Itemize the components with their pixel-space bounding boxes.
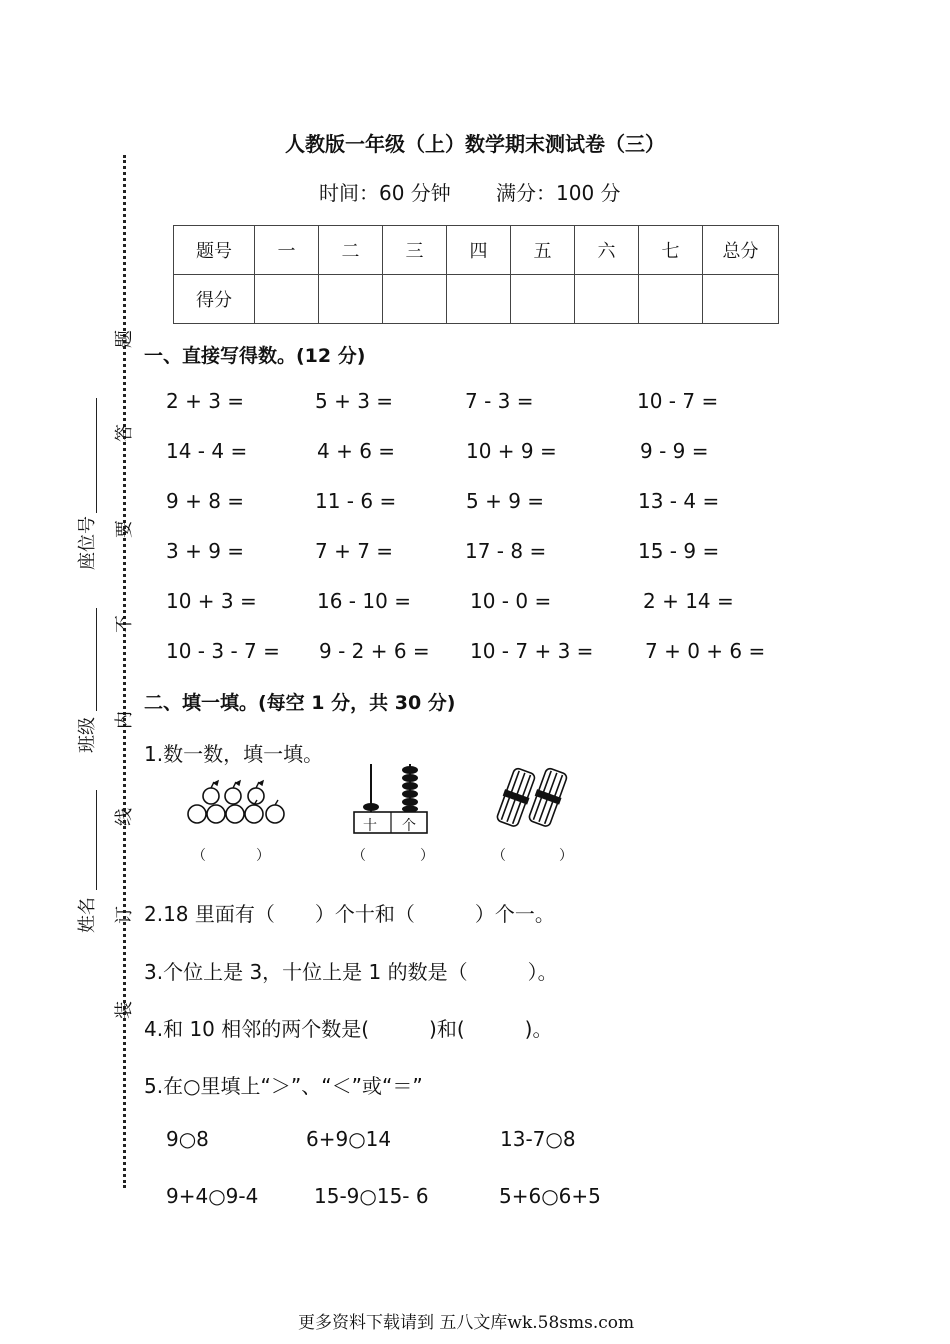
name-label: 姓名: [77, 897, 98, 933]
arithmetic-item: 5 + 3 =: [315, 389, 394, 413]
arithmetic-item: 17 - 8 =: [465, 539, 547, 563]
arithmetic-item: 11 - 6 =: [315, 489, 397, 513]
time-info: 时间：60 分钟: [319, 181, 451, 205]
binding-char: 装: [114, 1001, 135, 1019]
score-table-header-cell: 二: [319, 226, 383, 275]
arithmetic-item: 9 - 2 + 6 =: [319, 639, 430, 663]
arithmetic-item: 10 - 7 =: [637, 389, 719, 413]
score-table-header-cell: 五: [511, 226, 575, 275]
compare-item: 6+9○14: [306, 1127, 392, 1151]
question-4: 4.和 10 相邻的两个数是( )和( )。: [144, 1017, 553, 1041]
binding-char: 线: [114, 808, 135, 826]
arithmetic-item: 2 + 3 =: [166, 389, 245, 413]
stick-bundles-illustration: [495, 766, 571, 828]
answer-paren-open: （: [192, 848, 206, 864]
arithmetic-item: 13 - 4 =: [638, 489, 720, 513]
score-table-header-cell: 总分: [703, 226, 779, 275]
question-5: 5.在○里填上“＞”、“＜”或“＝”: [144, 1074, 423, 1098]
arithmetic-item: 16 - 10 =: [317, 589, 411, 613]
apples-illustration: [184, 776, 292, 828]
binding-char: 题: [114, 330, 135, 348]
score-cell[interactable]: [447, 275, 511, 324]
score-cell[interactable]: [575, 275, 639, 324]
answer-paren-open: （: [492, 848, 506, 864]
class-label: 班级: [77, 717, 98, 753]
score-cell[interactable]: [319, 275, 383, 324]
class-blank[interactable]: [96, 608, 97, 711]
arithmetic-item: 9 - 9 =: [640, 439, 709, 463]
question-1: 1.数一数，填一填。: [144, 742, 324, 766]
full-score-info: 满分：100 分: [496, 181, 621, 205]
arithmetic-item: 7 - 3 =: [465, 389, 534, 413]
arithmetic-item: 10 - 0 =: [470, 589, 552, 613]
score-table: [173, 225, 779, 324]
arithmetic-item: 7 + 0 + 6 =: [645, 639, 766, 663]
score-table-header-row: [174, 226, 779, 275]
score-cell[interactable]: [511, 275, 575, 324]
arithmetic-item: 5 + 9 =: [466, 489, 545, 513]
binding-char: 要: [114, 520, 135, 538]
compare-item: 13-7○8: [500, 1127, 576, 1151]
score-cell[interactable]: [639, 275, 703, 324]
footer-download-note[interactable]: 更多资料下载请到 五八文库wk.58sms.com: [298, 1313, 635, 1333]
binding-char: 内: [114, 711, 135, 729]
binding-char: 不: [114, 615, 135, 633]
arithmetic-item: 10 + 9 =: [466, 439, 557, 463]
score-table-score-row: [174, 275, 779, 324]
score-cell[interactable]: [383, 275, 447, 324]
name-blank[interactable]: [96, 790, 97, 890]
arithmetic-item: 4 + 6 =: [317, 439, 396, 463]
arithmetic-item: 3 + 9 =: [166, 539, 245, 563]
question-3: 3.个位上是 3，十位上是 1 的数是（ ）。: [144, 960, 558, 984]
score-cell[interactable]: [255, 275, 319, 324]
compare-item: 9○8: [166, 1127, 209, 1151]
section1-heading: 一、直接写得数。(12 分): [144, 345, 366, 367]
answer-paren-open: （: [352, 848, 366, 864]
binding-char: 订: [114, 906, 135, 924]
answer-paren-close: ）: [256, 848, 270, 864]
score-table-header-cell: 一: [255, 226, 319, 275]
page-title: 人教版一年级（上）数学期末测试卷（三）: [285, 132, 665, 156]
arithmetic-item: 14 - 4 =: [166, 439, 248, 463]
binding-char: 答: [114, 424, 135, 442]
arithmetic-item: 15 - 9 =: [638, 539, 720, 563]
score-table-header-cell: 四: [447, 226, 511, 275]
arithmetic-item: 10 - 7 + 3 =: [470, 639, 594, 663]
arithmetic-item: 7 + 7 =: [315, 539, 394, 563]
answer-paren-close: ）: [559, 848, 573, 864]
arithmetic-item: 9 + 8 =: [166, 489, 245, 513]
binding-dotted-line: [123, 155, 126, 1188]
score-table-header-cell: 题号: [174, 226, 255, 275]
arithmetic-item: 10 - 3 - 7 =: [166, 639, 280, 663]
abacus-tens-label: 十: [363, 818, 377, 834]
compare-item: 15-9○15- 6: [314, 1184, 429, 1208]
compare-item: 9+4○9-4: [166, 1184, 259, 1208]
seat-number-label: 座位号: [77, 516, 98, 570]
arithmetic-item: 2 + 14 =: [643, 589, 734, 613]
score-table-header-cell: 三: [383, 226, 447, 275]
arithmetic-item: 10 + 3 =: [166, 589, 257, 613]
seat-number-blank[interactable]: [96, 398, 97, 513]
score-row-label: 得分: [174, 275, 255, 324]
answer-paren-close: ）: [420, 848, 434, 864]
section2-heading: 二、填一填。(每空 1 分，共 30 分): [144, 692, 456, 714]
compare-item: 5+6○6+5: [499, 1184, 601, 1208]
question-2: 2.18 里面有（ ）个十和（ ）个一。: [144, 902, 555, 926]
score-table-header-cell: 六: [575, 226, 639, 275]
abacus-ones-label: 个: [402, 818, 416, 834]
score-cell[interactable]: [703, 275, 779, 324]
score-table-header-cell: 七: [639, 226, 703, 275]
